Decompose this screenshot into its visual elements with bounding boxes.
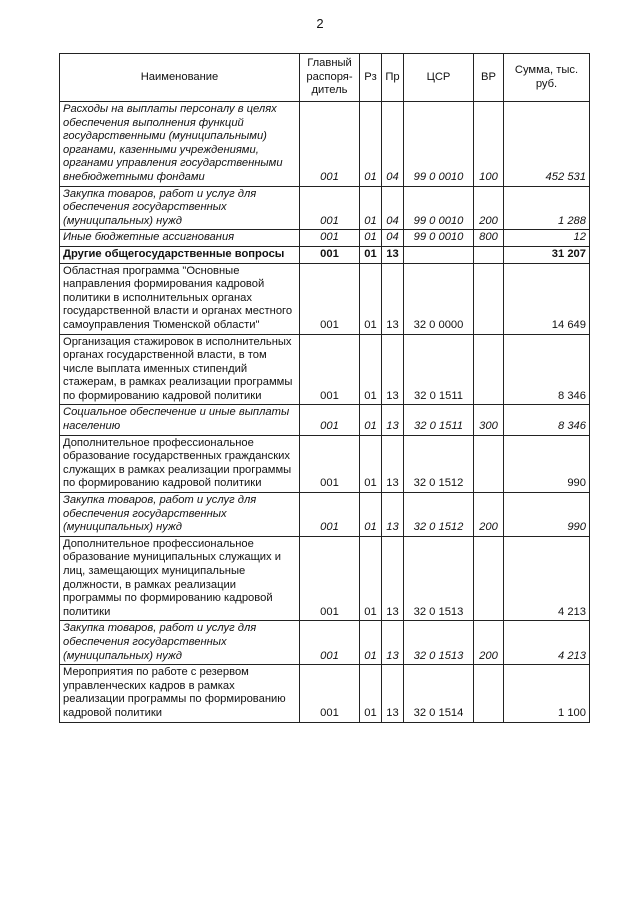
col-header-admin: Главный распоря-дитель	[300, 54, 360, 102]
col-header-name: Наименование	[60, 54, 300, 102]
cell-name: Организация стажировок в исполнительных органах государственной власти, в том числе выплата именных стипендий стажерам, в рамках реализации программы по формированию кадровой политики	[60, 334, 300, 405]
table-header-row	[60, 54, 590, 102]
cell-pr: 04	[382, 230, 404, 247]
cell-sum: 1 100	[504, 665, 590, 722]
cell-pr: 13	[382, 536, 404, 621]
cell-csr	[404, 246, 474, 263]
col-header-pr: Пр	[382, 54, 404, 102]
cell-csr: 32 0 0000	[404, 263, 474, 334]
cell-pr: 13	[382, 246, 404, 263]
cell-vr: 200	[474, 493, 504, 537]
page-number: 2	[316, 16, 324, 31]
cell-rz: 01	[360, 405, 382, 435]
cell-rz: 01	[360, 230, 382, 247]
table-row	[60, 621, 590, 665]
cell-vr: 100	[474, 102, 504, 187]
col-header-csr: ЦСР	[404, 54, 474, 102]
cell-pr: 13	[382, 405, 404, 435]
cell-admin: 001	[300, 246, 360, 263]
cell-admin: 001	[300, 230, 360, 247]
cell-sum: 990	[504, 493, 590, 537]
cell-admin: 001	[300, 405, 360, 435]
table-row	[60, 186, 590, 230]
cell-csr: 99 0 0010	[404, 230, 474, 247]
table-row	[60, 665, 590, 722]
cell-rz: 01	[360, 102, 382, 187]
cell-sum: 1 288	[504, 186, 590, 230]
table-row	[60, 435, 590, 492]
cell-name: Социальное обеспечение и иные выплаты населению	[60, 405, 300, 435]
cell-admin: 001	[300, 334, 360, 405]
table-row	[60, 405, 590, 435]
cell-name: Иные бюджетные ассигнования	[60, 230, 300, 247]
table-row	[60, 263, 590, 334]
cell-csr: 32 0 1513	[404, 621, 474, 665]
cell-admin: 001	[300, 263, 360, 334]
budget-table	[59, 53, 590, 723]
cell-rz: 01	[360, 621, 382, 665]
cell-rz: 01	[360, 186, 382, 230]
cell-name: Другие общегосударственные вопросы	[60, 246, 300, 263]
cell-rz: 01	[360, 246, 382, 263]
cell-sum: 8 346	[504, 405, 590, 435]
cell-admin: 001	[300, 493, 360, 537]
cell-rz: 01	[360, 493, 382, 537]
cell-vr: 200	[474, 186, 504, 230]
cell-vr	[474, 536, 504, 621]
table-row	[60, 536, 590, 621]
cell-name: Областная программа "Основные направления формирования кадровой политики в исполнительных органах государственной власти и органах местного самоуправления Тюменской области"	[60, 263, 300, 334]
cell-pr: 04	[382, 186, 404, 230]
cell-vr: 200	[474, 621, 504, 665]
cell-name: Мероприятия по работе с резервом управленческих кадров в рамках реализации программы по формированию кадровой политики	[60, 665, 300, 722]
cell-rz: 01	[360, 435, 382, 492]
table-row	[60, 334, 590, 405]
cell-sum: 4 213	[504, 536, 590, 621]
cell-csr: 32 0 1512	[404, 435, 474, 492]
cell-pr: 13	[382, 334, 404, 405]
cell-sum: 990	[504, 435, 590, 492]
table-row	[60, 102, 590, 187]
cell-sum: 8 346	[504, 334, 590, 405]
table-row	[60, 493, 590, 537]
cell-name: Закупка товаров, работ и услуг для обеспечения государственных (муниципальных) нужд	[60, 621, 300, 665]
cell-vr: 800	[474, 230, 504, 247]
cell-csr: 99 0 0010	[404, 102, 474, 187]
cell-pr: 04	[382, 102, 404, 187]
cell-sum: 452 531	[504, 102, 590, 187]
col-header-vr: ВР	[474, 54, 504, 102]
cell-name: Дополнительное профессиональное образование муниципальных служащих и лиц, замещающих муниципальные должности, в рамках реализации программы по формированию кадровой политики	[60, 536, 300, 621]
cell-sum: 31 207	[504, 246, 590, 263]
cell-sum: 12	[504, 230, 590, 247]
table-row	[60, 246, 590, 263]
cell-vr	[474, 435, 504, 492]
cell-pr: 13	[382, 493, 404, 537]
col-header-rz: Рз	[360, 54, 382, 102]
cell-admin: 001	[300, 102, 360, 187]
cell-vr	[474, 334, 504, 405]
cell-name: Закупка товаров, работ и услуг для обеспечения государственных (муниципальных) нужд	[60, 186, 300, 230]
cell-rz: 01	[360, 334, 382, 405]
cell-pr: 13	[382, 621, 404, 665]
cell-csr: 32 0 1511	[404, 405, 474, 435]
cell-admin: 001	[300, 621, 360, 665]
cell-csr: 32 0 1513	[404, 536, 474, 621]
cell-csr: 32 0 1511	[404, 334, 474, 405]
cell-name: Закупка товаров, работ и услуг для обеспечения государственных (муниципальных) нужд	[60, 493, 300, 537]
cell-pr: 13	[382, 665, 404, 722]
cell-name: Дополнительное профессиональное образование государственных гражданских служащих в рамках реализации программы по формированию кадровой политики	[60, 435, 300, 492]
cell-vr	[474, 246, 504, 263]
col-header-sum: Сумма, тыс. руб.	[504, 54, 590, 102]
cell-vr: 300	[474, 405, 504, 435]
cell-sum: 14 649	[504, 263, 590, 334]
cell-vr	[474, 263, 504, 334]
cell-csr: 32 0 1512	[404, 493, 474, 537]
cell-admin: 001	[300, 536, 360, 621]
cell-rz: 01	[360, 263, 382, 334]
cell-vr	[474, 665, 504, 722]
cell-csr: 32 0 1514	[404, 665, 474, 722]
cell-pr: 13	[382, 263, 404, 334]
cell-pr: 13	[382, 435, 404, 492]
cell-csr: 99 0 0010	[404, 186, 474, 230]
cell-admin: 001	[300, 665, 360, 722]
cell-rz: 01	[360, 536, 382, 621]
cell-rz: 01	[360, 665, 382, 722]
cell-name: Расходы на выплаты персоналу в целях обеспечения выполнения функций государственными (муниципальными) органами, казенными учреждениями, органами управления государственными внебюджетными фондами	[60, 102, 300, 187]
cell-sum: 4 213	[504, 621, 590, 665]
table-row	[60, 230, 590, 247]
cell-admin: 001	[300, 186, 360, 230]
cell-admin: 001	[300, 435, 360, 492]
